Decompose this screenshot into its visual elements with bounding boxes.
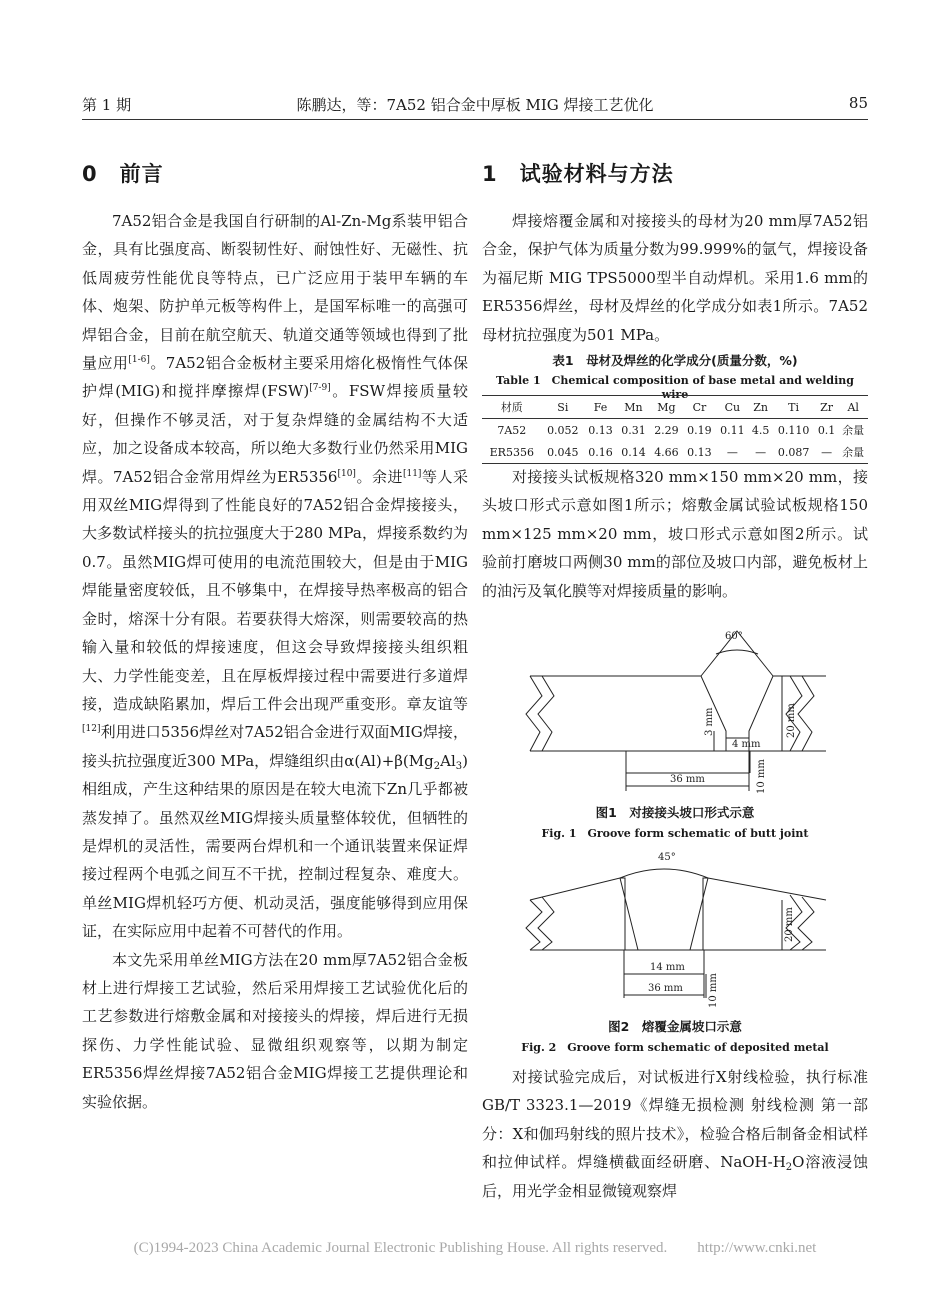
- fig1-root-label: 3 mm: [704, 707, 715, 736]
- fig1-backing-label: 10 mm: [756, 759, 767, 794]
- right-column-para-1: [482, 207, 868, 349]
- table-header-cell: Si: [542, 396, 584, 419]
- fig2-right-plate: [703, 878, 826, 950]
- section-0-title: 前言: [119, 162, 164, 186]
- table-cell: 4.5: [751, 423, 770, 437]
- right-column-para-3: [482, 1063, 868, 1205]
- table-cell: 0.16: [584, 441, 617, 464]
- table-body: [482, 419, 868, 464]
- intro-paragraph-1: 7A52铝合金是我国自行研制的Al-Zn-Mg系装甲铝合金，具有比强度高、断裂韧性好、耐蚀性好、无磁性、抗低周疲劳性能优良等特点，已广泛应用于装甲车辆的车体、炮架、防护单元板等构件上，是国军标唯一的高强可焊铝合金，目前在航空航天、轨道交通等领域也得到了批量应用[1-6]。7A52铝合金板材主要采用熔化极惰性气体保护焊(MIG)和搅拌摩擦焊(FSW)[7-9]。FSW焊接质量较好，但操作不够灵活，对于复杂焊缝的金属结构不大适应，加之设备成本较高，所以绝大多数行业仍然采用MIG焊。7A52铝合金常用焊丝为ER5356[10]。余进[11]等人采用双丝MIG焊得到了性能良好的7A52铝合金焊接接头，大多数试样接头的抗拉强度大于280 MPa，焊接系数约为0.7。虽然MIG焊可使用的电流范围较大，但是由于MIG焊能量密度较低，且不够集中，在焊接导热率极高的铝合金时，熔深十分有限。若要获得大熔深，则需要较高的热输入量和较低的焊接速度，但这会导致焊接接头组织粗大、力学性能变差，且在厚板焊接过程中需要进行多道焊接，造成缺陷累加，焊后工件会出现严重变形。章友谊等[12]利用进口5356焊丝对7A52铝合金进行双面MIG焊接，接头抗拉强度近300 MPa，焊缝组织由$\alpha(Al)+\beta(Mg_2Al_3)$相组成，产生这种结果的原因是在较大电流下Zn几乎都被蒸发掉了。虽然双丝MIG焊接头质量整体较优，但牺牲的是焊机的灵活性，需要两台焊机和一个通讯装置来保证焊接过程两个电弧之间互不干扰，控制过程复杂、难度大。单丝MIG焊机轻巧方便、机动灵活，强度能够得到应用保证，在实际应用中起着不可替代的作用。: [82, 212, 469, 941]
- table-header-cell: Ti: [772, 396, 814, 419]
- table-header-cell: 材质: [482, 396, 542, 419]
- figure-1-caption-en: Fig. 1 Groove form schematic of butt joint: [541, 827, 809, 840]
- table-cell: 余量: [838, 441, 868, 464]
- fig2-width-label: 36 mm: [648, 983, 683, 994]
- fig1-width-label: 36 mm: [670, 774, 705, 785]
- table-header-cell: Cr: [683, 396, 716, 419]
- table-cell: 0.13: [683, 441, 716, 464]
- fig1-backing-bar: [626, 751, 749, 773]
- table-cell: 7A52: [497, 423, 527, 437]
- table-cell: 0.1: [817, 423, 836, 437]
- table-cell: —: [749, 441, 773, 464]
- intro-paragraph-2: 本文先采用单丝MIG方法在20 mm厚7A52铝合金板材上进行焊接工艺试验，然后采用焊接工艺试验优化后的工艺参数进行熔敷金属和对接接头的焊接，焊后进行无损探伤、力学性能试验、显微组织观察等，以期为制定ER5356焊丝焊接7A52铝合金MIG焊接工艺提供理论和实验依据。: [82, 950, 468, 1111]
- fig1-gap-label: 4 mm: [732, 739, 761, 750]
- fig2-left-break: [526, 900, 542, 950]
- fig2-backing-label: 10 mm: [708, 973, 719, 1008]
- table-row: [482, 419, 868, 442]
- table-cell: 0.11: [720, 423, 745, 437]
- table-header-cell: Fe: [584, 396, 617, 419]
- table-cell: 0.087: [772, 441, 814, 464]
- table-cell: —: [716, 441, 749, 464]
- table-cell: 0.13: [588, 423, 613, 437]
- fig2-angle-arc: [620, 869, 708, 878]
- header-rule: [82, 119, 868, 120]
- section-0-heading: [82, 158, 164, 188]
- specimen-paragraph: 对接接头试板规格320 mm×150 mm×20 mm，接头坡口形式示意如图1所示；熔敷金属试验试板规格150 mm×125 mm×20 mm，坡口形式示意如图2所示。试验前打磨坡口两侧30 mm的部位及坡口内部，避免板材上的油污及氧化膜等对焊接质量的影响。: [482, 468, 868, 600]
- composition-table: [482, 395, 868, 464]
- table-cell: ER5356: [482, 441, 542, 464]
- table-cell: 4.66: [650, 441, 683, 464]
- figure-2-deposited-metal-diagram: [520, 850, 836, 1010]
- table-cell: 0.14: [617, 441, 650, 464]
- fig2-gap-label: 14 mm: [650, 962, 685, 973]
- table-cell: 0.31: [621, 423, 646, 437]
- running-header-title: 陈鹏达，等：7A52 铝合金中厚板 MIG 焊接工艺优化: [296, 96, 654, 114]
- table-cell: 2.29: [654, 423, 679, 437]
- table-header-cell: Mn: [617, 396, 650, 419]
- section-1-number: 1: [482, 162, 498, 186]
- figure-1-butt-joint-diagram: [520, 626, 836, 796]
- table-1-title-cn: 表1 母材及焊丝的化学成分(质量分数，%): [552, 353, 798, 368]
- materials-paragraph: 焊接熔覆金属和对接接头的母材为20 mm厚7A52铝合金，保护气体为质量分数为99.999%的氩气，焊接设备为福尼斯 MIG TPS5000型半自动焊机。采用1.6 mm的ER5356焊丝，母材及焊丝的化学成分如表1所示。7A52母材抗拉强度为501 MPa。: [482, 212, 868, 344]
- table-header-cell: Zr: [815, 396, 839, 419]
- fig1-left-break: [526, 676, 542, 751]
- table-header-cell: Al: [838, 396, 868, 419]
- left-column: [82, 207, 468, 1116]
- section-0-number: 0: [82, 162, 98, 186]
- fig1-right-break-2: [798, 676, 814, 751]
- figure-1-caption-cn: 图1 对接接头坡口形式示意: [595, 805, 755, 820]
- table-cell: 0.045: [542, 441, 584, 464]
- table-cell: 0.110: [777, 423, 810, 437]
- table-cell: 0.052: [547, 423, 579, 437]
- table-header-cell: Zn: [749, 396, 773, 419]
- fig2-left-plate: [530, 878, 625, 950]
- figure-2-caption-cn: 图2 熔覆金属坡口示意: [608, 1019, 742, 1034]
- inspection-paragraph: 对接试验完成后，对试板进行X射线检验，执行标准GB/T 3323.1—2019《焊缝无损检测 射线检测 第一部分：X和伽玛射线的照片技术》，检验合格后制备金相试样和拉伸试样。焊缝横截面经研磨、NaOH-$H_2O$溶液浸蚀后，用光学金相显微镜观察焊: [482, 1068, 868, 1200]
- running-header-issue: 第 1 期: [82, 96, 132, 114]
- table-cell: 0.19: [687, 423, 712, 437]
- table-cell: —: [815, 441, 839, 464]
- fig2-thick-label: 20 mm: [784, 907, 795, 942]
- table-header-row: [482, 396, 868, 419]
- fig1-angle-label: 60°: [725, 631, 743, 642]
- table-cell: 余量: [842, 424, 865, 437]
- table-header-cell: Cu: [716, 396, 749, 419]
- right-column-para-2: [482, 463, 868, 605]
- fig1-left-plate: [530, 676, 726, 751]
- page-number: 85: [848, 94, 868, 112]
- fig2-groove-walls: [620, 878, 708, 950]
- fig1-left-break-2: [538, 676, 554, 751]
- section-1-title: 试验材料与方法: [519, 162, 674, 186]
- table-1-title-en: Table 1 Chemical composition of base metal and welding wire: [496, 374, 854, 401]
- table-row: [482, 441, 868, 464]
- figure-2-caption-en: Fig. 2 Groove form schematic of deposited metal: [521, 1041, 829, 1054]
- copyright-footer: (C)1994-2023 China Academic Journal Electronic Publishing House. All rights reserved. http://www.cnki.net: [133, 1240, 817, 1256]
- fig2-angle-label: 45°: [658, 852, 676, 863]
- fig1-thick-label: 20 mm: [786, 703, 797, 738]
- section-1-heading: [482, 158, 674, 188]
- table-header-cell: Mg: [650, 396, 683, 419]
- fig1-angle-arc: [716, 650, 758, 654]
